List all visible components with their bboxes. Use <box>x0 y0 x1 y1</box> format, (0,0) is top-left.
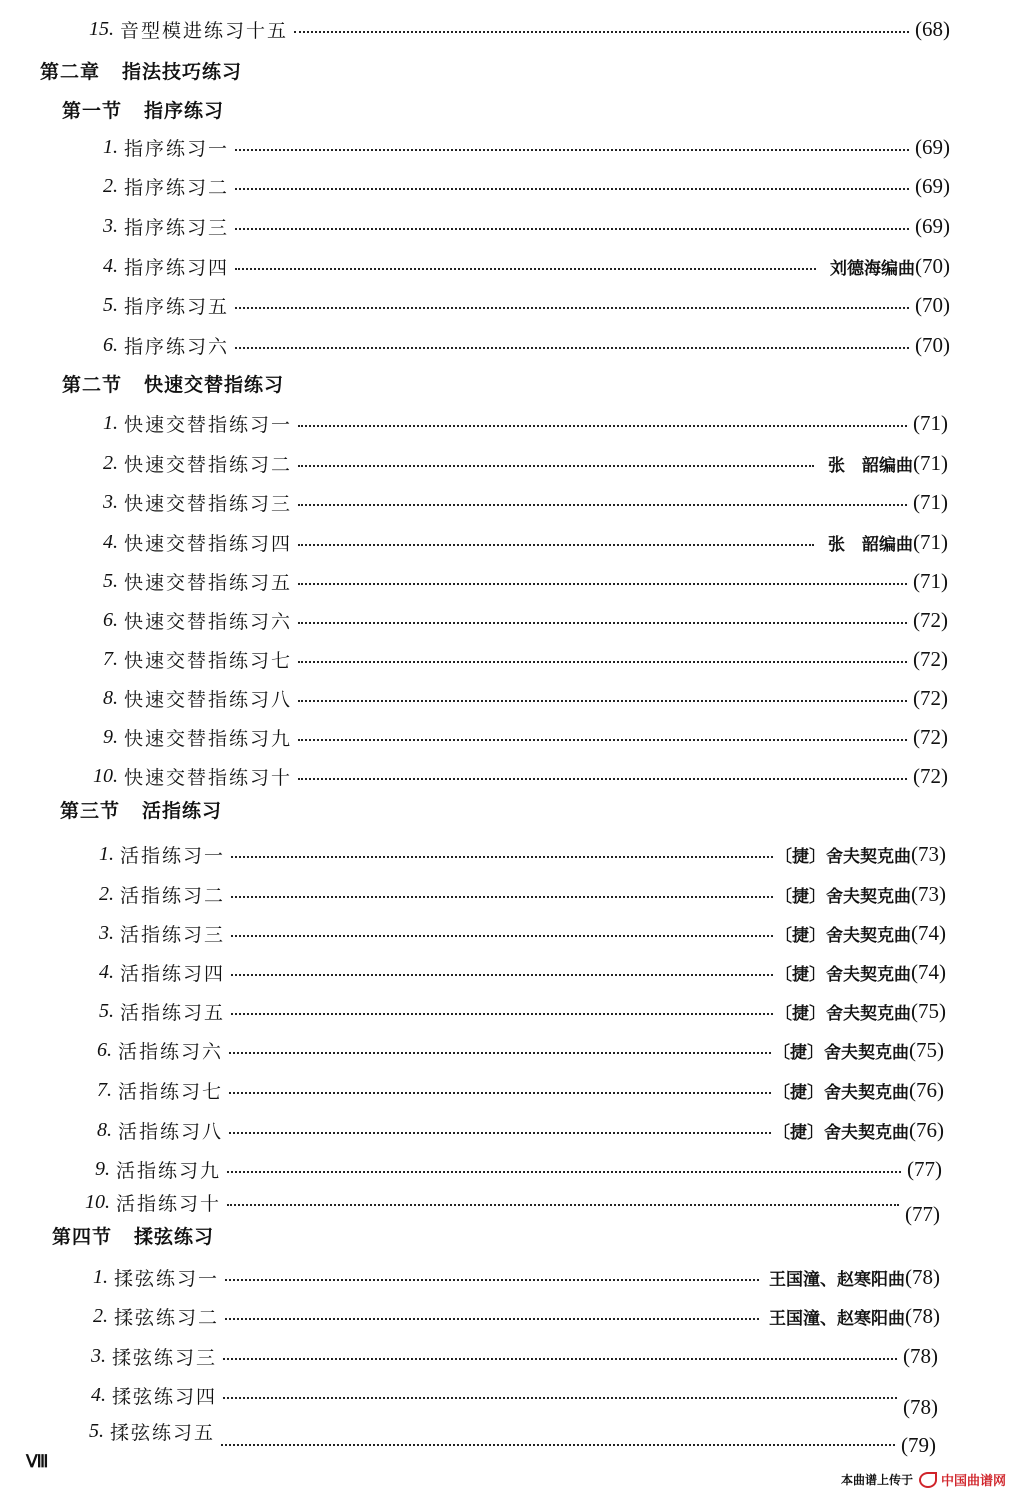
toc-entry[interactable] <box>92 527 948 557</box>
chapter-heading <box>40 57 242 84</box>
entry-title: 指序练习四 <box>124 256 230 279</box>
entry-page: (70) <box>915 292 950 317</box>
entry-title: 音型模进练习十五 <box>120 19 289 42</box>
heading-label: 第二章 <box>40 61 101 83</box>
entry-title: 活指练习七 <box>118 1080 224 1103</box>
dot-leader <box>298 544 814 546</box>
entry-page: (74) <box>911 920 946 945</box>
dot-leader <box>298 425 907 427</box>
dot-leader <box>235 188 909 190</box>
entry-page: (79) <box>901 1432 936 1457</box>
toc-entry[interactable] <box>84 1154 942 1184</box>
dot-leader <box>231 896 773 898</box>
entry-title: 快速交替指练习四 <box>124 532 293 555</box>
entry-number: 8. <box>103 686 118 709</box>
entry-number: 4. <box>99 960 114 983</box>
entry-page: (78) <box>903 1394 938 1419</box>
section-heading <box>60 796 222 823</box>
section-heading <box>52 1222 214 1249</box>
entry-title: 快速交替指练习七 <box>124 649 293 672</box>
entry-number: 5. <box>89 1419 104 1442</box>
entry-title: 活指练习八 <box>118 1120 224 1143</box>
entry-title: 活指练习一 <box>120 844 226 867</box>
entry-title: 快速交替指练习三 <box>124 492 293 515</box>
dot-leader <box>231 1013 773 1015</box>
toc-entry[interactable] <box>92 251 950 281</box>
dot-leader <box>229 1132 771 1134</box>
entry-composer: 〔捷〕舍夫契克曲 <box>775 886 911 907</box>
entry-composer: 张 韶编曲 <box>828 534 913 555</box>
entry-number: 5. <box>103 569 118 592</box>
entry-page: (70) <box>915 253 950 278</box>
entry-page: (76) <box>909 1117 944 1142</box>
toc-entry[interactable] <box>92 171 950 201</box>
entry-page: (74) <box>911 959 946 984</box>
dot-leader <box>298 465 814 467</box>
entry-title: 揉弦练习二 <box>114 1306 220 1329</box>
toc-entry[interactable] <box>80 1341 938 1371</box>
entry-number: 3. <box>103 214 118 237</box>
entry-title: 活指练习五 <box>120 1001 226 1024</box>
entry-number: 6. <box>103 333 118 356</box>
entry-page: (72) <box>913 685 948 710</box>
entry-number: 6. <box>103 608 118 631</box>
dot-leader <box>227 1204 899 1206</box>
dot-leader <box>225 1279 759 1281</box>
site-logo-icon <box>919 1472 937 1488</box>
entry-title: 揉弦练习五 <box>110 1421 216 1444</box>
entry-title: 活指练习四 <box>120 962 226 985</box>
entry-composer: 〔捷〕舍夫契克曲 <box>775 1003 911 1024</box>
toc-entry[interactable] <box>92 722 948 752</box>
dot-leader <box>225 1318 759 1320</box>
entry-title: 快速交替指练习五 <box>124 571 293 594</box>
entry-page: (71) <box>913 529 948 554</box>
entry-number: 2. <box>93 1304 108 1327</box>
dot-leader <box>294 31 909 33</box>
heading-title: 指序练习 <box>144 100 225 122</box>
entry-title: 指序练习二 <box>124 176 230 199</box>
toc-entry[interactable] <box>88 957 946 987</box>
entry-number: 8. <box>97 1118 112 1141</box>
entry-page: (73) <box>911 881 946 906</box>
upload-note: 本曲谱上传于 <box>840 1473 913 1487</box>
entry-composer: 〔捷〕舍夫契克曲 <box>775 964 911 985</box>
entry-page: (76) <box>909 1077 944 1102</box>
toc-entry[interactable] <box>88 918 946 948</box>
dot-leader <box>298 583 907 585</box>
entry-title: 快速交替指练习一 <box>124 413 293 436</box>
entry-number: 1. <box>103 411 118 434</box>
entry-number: 2. <box>103 451 118 474</box>
toc-entry[interactable] <box>86 1115 944 1145</box>
dot-leader <box>298 661 907 663</box>
entry-page: (73) <box>911 841 946 866</box>
entry-title: 快速交替指练习十 <box>124 766 293 789</box>
dot-leader <box>229 1092 771 1094</box>
entry-page: (77) <box>905 1201 940 1226</box>
toc-entry[interactable] <box>80 1380 938 1419</box>
entry-number: 4. <box>103 530 118 553</box>
entry-title: 揉弦练习三 <box>112 1346 218 1369</box>
heading-title: 活指练习 <box>142 800 223 822</box>
entry-composer: 〔捷〕舍夫契克曲 <box>773 1122 909 1143</box>
entry-title: 快速交替指练习九 <box>124 727 293 750</box>
dot-leader <box>298 778 907 780</box>
dot-leader <box>231 935 773 937</box>
entry-page: (75) <box>911 998 946 1023</box>
entry-title: 指序练习三 <box>124 216 230 239</box>
toc-entry[interactable] <box>92 211 950 241</box>
toc-entry[interactable] <box>82 1262 940 1292</box>
entry-page: (77) <box>907 1156 942 1181</box>
entry-page: (78) <box>905 1264 940 1289</box>
toc-entry[interactable] <box>92 605 948 635</box>
dot-leader <box>298 700 907 702</box>
entry-title: 活指练习六 <box>118 1040 224 1063</box>
watermark <box>841 1470 1006 1489</box>
entry-number: 7. <box>103 647 118 670</box>
toc-entry[interactable] <box>92 408 948 438</box>
entry-title: 活指练习二 <box>120 884 226 907</box>
entry-title: 活指练习三 <box>120 923 226 946</box>
dot-leader <box>235 149 909 151</box>
heading-label: 第三节 <box>60 800 121 822</box>
toc-entry[interactable] <box>78 14 950 44</box>
entry-number: 10. <box>93 764 118 787</box>
entry-title: 揉弦练习一 <box>114 1267 220 1290</box>
entry-number: 5. <box>99 999 114 1022</box>
heading-label: 第二节 <box>62 374 123 396</box>
entry-number: 15. <box>89 17 114 40</box>
toc-entry[interactable] <box>86 1035 944 1065</box>
toc-entry[interactable] <box>92 330 950 360</box>
toc-entry[interactable] <box>88 879 946 909</box>
dot-leader <box>235 268 816 270</box>
entry-title: 快速交替指练习八 <box>124 688 293 711</box>
heading-label: 第四节 <box>52 1226 113 1248</box>
entry-page: (78) <box>903 1343 938 1368</box>
toc-entry[interactable] <box>92 487 948 517</box>
entry-number: 2. <box>103 174 118 197</box>
entry-number: 3. <box>103 490 118 513</box>
toc-entry[interactable] <box>82 761 948 791</box>
entry-page: (70) <box>915 332 950 357</box>
section-heading <box>62 96 224 123</box>
entry-number: 3. <box>91 1344 106 1367</box>
entry-page: (75) <box>909 1037 944 1062</box>
entry-number: 2. <box>99 882 114 905</box>
entry-number: 6. <box>97 1038 112 1061</box>
entry-title: 活指练习十 <box>116 1192 222 1215</box>
entry-composer: 张 韶编曲 <box>828 455 913 476</box>
heading-label: 第一节 <box>62 100 123 122</box>
dot-leader <box>235 307 909 309</box>
dot-leader <box>298 622 907 624</box>
entry-title: 指序练习一 <box>124 137 230 160</box>
entry-page: (71) <box>913 489 948 514</box>
entry-number: 7. <box>97 1078 112 1101</box>
entry-page: (69) <box>915 213 950 238</box>
entry-composer: 〔捷〕舍夫契克曲 <box>775 925 911 946</box>
toc-entry[interactable] <box>92 644 948 674</box>
entry-number: 5. <box>103 293 118 316</box>
entry-number: 4. <box>91 1383 106 1406</box>
dot-leader <box>223 1397 897 1399</box>
entry-composer: 刘德海编曲 <box>830 258 915 279</box>
entry-title: 揉弦练习四 <box>112 1385 218 1408</box>
dot-leader <box>221 1444 895 1446</box>
entry-page: (72) <box>913 646 948 671</box>
toc-entry[interactable] <box>74 1187 940 1226</box>
entry-number: 1. <box>103 135 118 158</box>
entry-composer: 王国潼、赵寒阳曲 <box>769 1269 905 1290</box>
dot-leader <box>298 504 907 506</box>
entry-number: 4. <box>103 254 118 277</box>
dot-leader <box>223 1358 897 1360</box>
entry-number: 9. <box>95 1157 110 1180</box>
toc-entry[interactable] <box>78 1416 936 1457</box>
entry-number: 1. <box>99 842 114 865</box>
entry-number: 3. <box>99 921 114 944</box>
entry-page: (78) <box>905 1303 940 1328</box>
entry-page: (69) <box>915 173 950 198</box>
entry-composer: 王国潼、赵寒阳曲 <box>769 1308 905 1329</box>
dot-leader <box>231 856 773 858</box>
entry-title: 指序练习五 <box>124 295 230 318</box>
dot-leader <box>227 1171 901 1173</box>
toc-entry[interactable] <box>92 290 950 320</box>
entry-page: (72) <box>913 607 948 632</box>
toc-entry[interactable] <box>92 448 948 478</box>
entry-number: 9. <box>103 725 118 748</box>
dot-leader <box>235 228 909 230</box>
toc-entry[interactable] <box>92 132 950 162</box>
entry-title: 指序练习六 <box>124 335 230 358</box>
entry-page: (69) <box>915 134 950 159</box>
site-name: 中国曲谱网 <box>940 1474 1006 1489</box>
entry-page: (71) <box>913 450 948 475</box>
entry-composer: 〔捷〕舍夫契克曲 <box>773 1042 909 1063</box>
entry-page: (71) <box>913 410 948 435</box>
page-number: Ⅷ <box>26 1452 49 1471</box>
dot-leader <box>298 739 907 741</box>
entry-composer: 〔捷〕舍夫契克曲 <box>775 846 911 867</box>
entry-composer: 〔捷〕舍夫契克曲 <box>773 1082 909 1103</box>
heading-title: 揉弦练习 <box>134 1226 215 1248</box>
entry-title: 快速交替指练习六 <box>124 610 293 633</box>
toc-entry[interactable] <box>88 996 946 1026</box>
entry-page: (72) <box>913 763 948 788</box>
toc-entry[interactable] <box>92 566 948 596</box>
entry-title: 活指练习九 <box>116 1159 222 1182</box>
entry-number: 1. <box>93 1265 108 1288</box>
entry-page: (71) <box>913 568 948 593</box>
section-heading <box>62 370 284 397</box>
toc-entry[interactable] <box>92 683 948 713</box>
entry-page: (72) <box>913 724 948 749</box>
entry-number: 10. <box>85 1190 110 1213</box>
toc-entry[interactable] <box>86 1075 944 1105</box>
toc-entry[interactable] <box>82 1301 940 1331</box>
dot-leader <box>231 974 773 976</box>
heading-title: 指法技巧练习 <box>122 61 243 83</box>
heading-title: 快速交替指练习 <box>144 374 285 396</box>
dot-leader <box>229 1052 771 1054</box>
dot-leader <box>235 347 909 349</box>
entry-page: (68) <box>915 16 950 41</box>
entry-title: 快速交替指练习二 <box>124 453 293 476</box>
toc-entry[interactable] <box>88 839 946 869</box>
